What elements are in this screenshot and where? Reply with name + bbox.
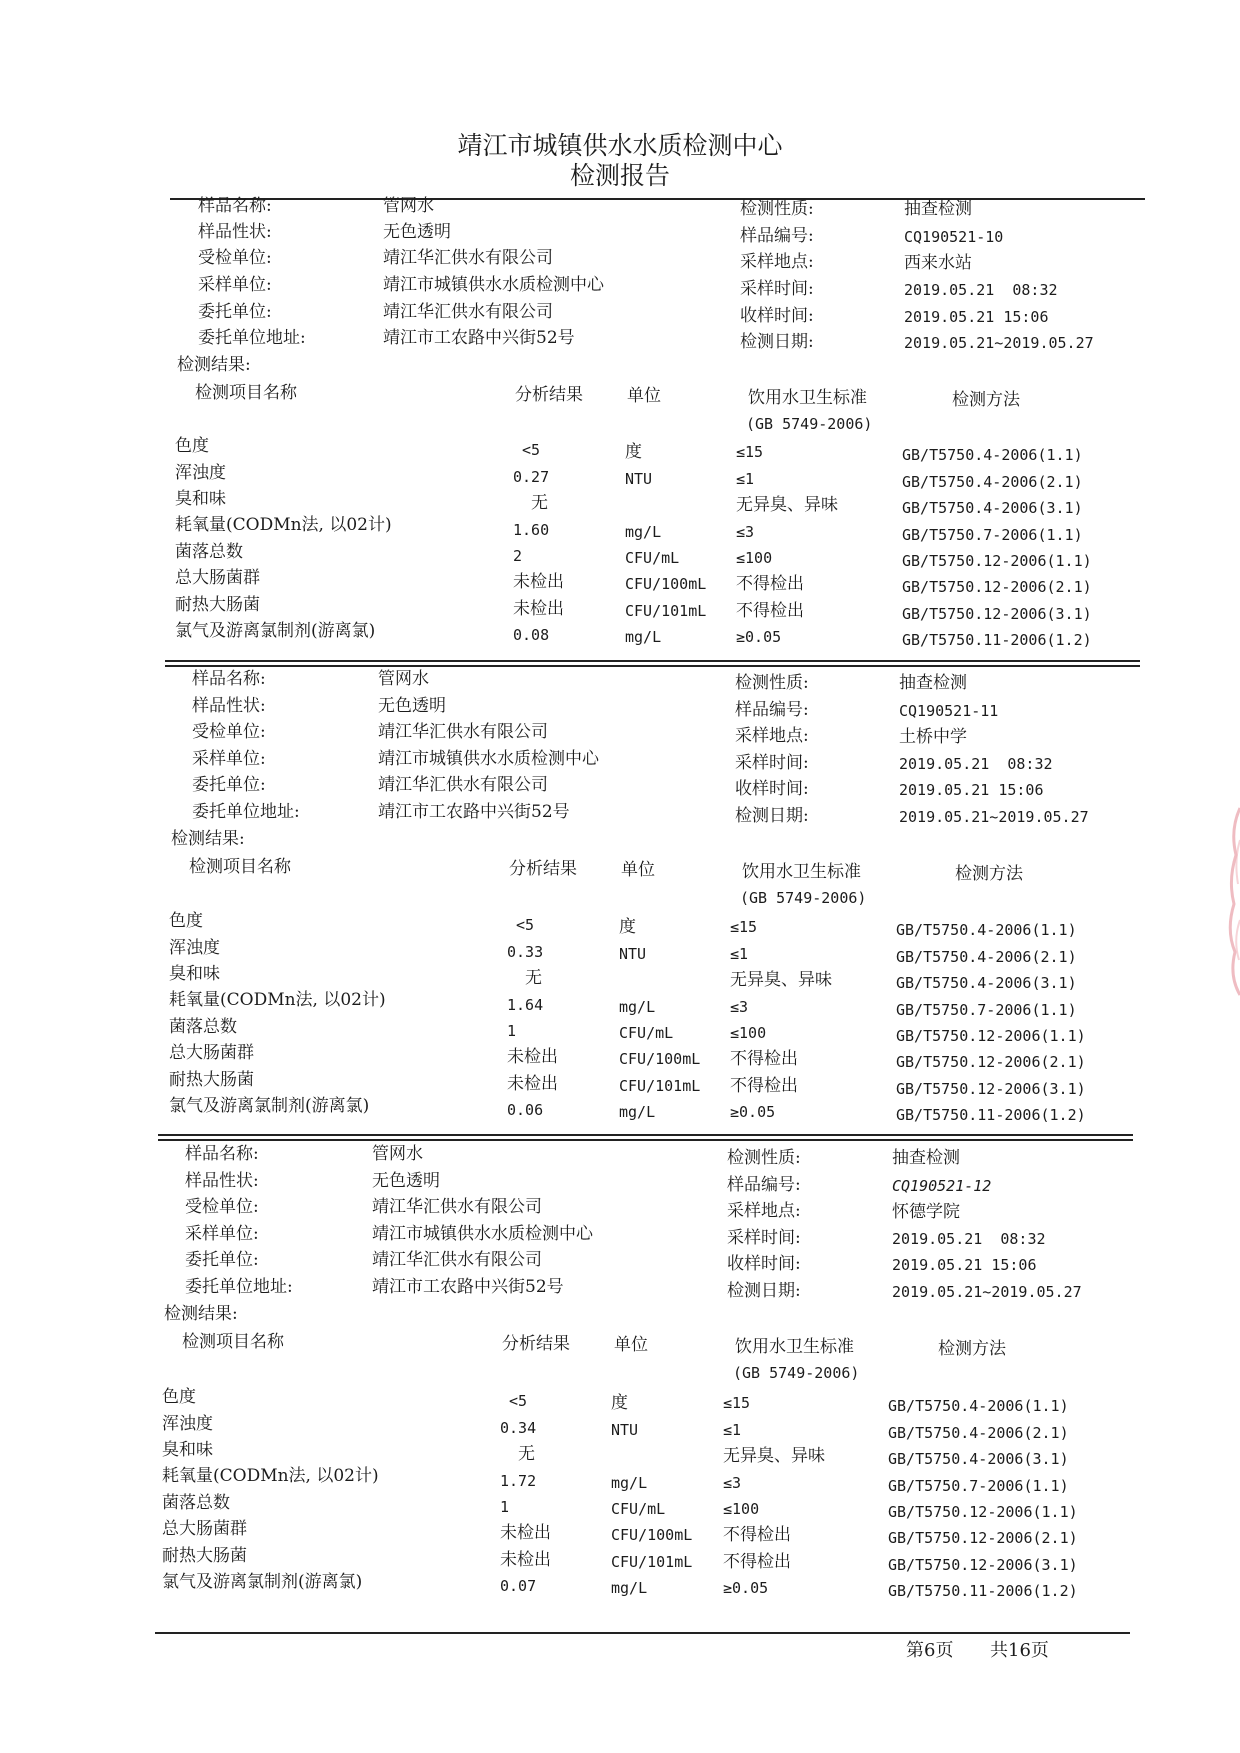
standard-value: ≤3 bbox=[736, 523, 755, 541]
value-client-address: 靖江市工农路中兴街52号 bbox=[383, 328, 575, 348]
item-name: 耗氧量(CODMn法, 以02计) bbox=[175, 515, 392, 535]
result-value: 1.72 bbox=[500, 1472, 537, 1490]
item-name: 耗氧量(CODMn法, 以02计) bbox=[169, 990, 386, 1010]
col-standard-header: 饮用水卫生标准 bbox=[742, 862, 861, 882]
method-value: GB/T5750.4-2006(1.1) bbox=[888, 1397, 1069, 1415]
unit-value: mg/L bbox=[625, 628, 662, 646]
label-sample-no: 样品编号: bbox=[740, 226, 814, 246]
standard-value: 无异臭、异味 bbox=[730, 970, 832, 990]
label-inspected-unit: 受检单位: bbox=[192, 722, 266, 742]
label-client-unit: 委托单位: bbox=[198, 302, 272, 322]
label-sample-no: 样品编号: bbox=[727, 1175, 801, 1195]
label-sampling-unit: 采样单位: bbox=[185, 1224, 259, 1244]
value-sample-no: CQ190521-11 bbox=[899, 702, 999, 720]
label-client-address: 委托单位地址: bbox=[185, 1277, 293, 1297]
col-unit-header: 单位 bbox=[627, 386, 661, 406]
result-value: 未检出 bbox=[500, 1550, 551, 1570]
value-receiving-time: 2019.05.21 15:06 bbox=[899, 781, 1044, 799]
item-name: 耗氧量(CODMn法, 以02计) bbox=[162, 1466, 379, 1486]
label-client-address: 委托单位地址: bbox=[192, 802, 300, 822]
standard-value: ≤1 bbox=[736, 470, 755, 488]
label-results: 检测结果: bbox=[171, 829, 245, 849]
result-value: 未检出 bbox=[513, 599, 564, 619]
item-name: 浑浊度 bbox=[175, 463, 226, 483]
unit-value: CFU/mL bbox=[611, 1500, 666, 1518]
label-test-date: 检测日期: bbox=[735, 806, 809, 826]
value-test-nature: 抽查检测 bbox=[899, 673, 967, 693]
label-client-unit: 委托单位: bbox=[192, 775, 266, 795]
label-client-unit: 委托单位: bbox=[185, 1250, 259, 1270]
page-number: 第6页 bbox=[906, 1640, 954, 1661]
method-value: GB/T5750.4-2006(1.1) bbox=[902, 446, 1083, 464]
label-client-address: 委托单位地址: bbox=[198, 328, 306, 348]
value-sampling-site: 怀德学院 bbox=[892, 1202, 960, 1222]
value-inspected-unit: 靖江华汇供水有限公司 bbox=[383, 248, 553, 268]
value-receiving-time: 2019.05.21 15:06 bbox=[904, 308, 1049, 326]
block-top-rule bbox=[170, 198, 1145, 200]
label-sampling-unit: 采样单位: bbox=[198, 275, 272, 295]
label-results: 检测结果: bbox=[177, 355, 251, 375]
standard-value: ≤3 bbox=[730, 998, 749, 1016]
unit-value: CFU/101mL bbox=[611, 1553, 693, 1571]
col-unit-header: 单位 bbox=[621, 860, 655, 880]
item-name: 臭和味 bbox=[175, 489, 226, 509]
item-name: 色度 bbox=[169, 911, 203, 931]
col-result-header: 分析结果 bbox=[515, 385, 583, 405]
unit-value: CFU/100mL bbox=[625, 575, 707, 593]
col-standard-ref: (GB 5749-2006) bbox=[746, 415, 873, 433]
value-test-nature: 抽查检测 bbox=[904, 199, 972, 219]
block-top-rule bbox=[158, 1134, 1133, 1136]
label-sampling-time: 采样时间: bbox=[727, 1228, 801, 1248]
method-value: GB/T5750.7-2006(1.1) bbox=[896, 1001, 1077, 1019]
page-total: 共16页 bbox=[990, 1640, 1049, 1661]
col-result-header: 分析结果 bbox=[502, 1334, 570, 1354]
item-name: 耐热大肠菌 bbox=[175, 595, 260, 615]
label-sample-no: 样品编号: bbox=[735, 700, 809, 720]
item-name: 氯气及游离氯制剂(游离氯) bbox=[169, 1096, 370, 1116]
standard-value: 无异臭、异味 bbox=[723, 1446, 825, 1466]
result-value: 1 bbox=[507, 1022, 517, 1040]
label-inspected-unit: 受检单位: bbox=[198, 248, 272, 268]
unit-value: mg/L bbox=[625, 523, 662, 541]
value-sample-name: 管网水 bbox=[383, 196, 434, 216]
unit-value: NTU bbox=[625, 470, 653, 488]
label-sampling-site: 采样地点: bbox=[740, 252, 814, 272]
unit-value: 度 bbox=[611, 1393, 628, 1413]
result-value: <5 bbox=[509, 1392, 528, 1410]
standard-value: ≥0.05 bbox=[736, 628, 782, 646]
label-sample-state: 样品性状: bbox=[198, 222, 272, 242]
value-sampling-unit: 靖江市城镇供水水质检测中心 bbox=[378, 749, 599, 769]
label-sample-name: 样品名称: bbox=[185, 1144, 259, 1164]
value-inspected-unit: 靖江华汇供水有限公司 bbox=[378, 722, 548, 742]
col-result-header: 分析结果 bbox=[509, 859, 577, 879]
col-standard-ref: (GB 5749-2006) bbox=[740, 889, 867, 907]
unit-value: CFU/mL bbox=[619, 1024, 674, 1042]
method-value: GB/T5750.12-2006(2.1) bbox=[888, 1529, 1078, 1547]
label-sampling-time: 采样时间: bbox=[735, 753, 809, 773]
label-sampling-unit: 采样单位: bbox=[192, 749, 266, 769]
standard-value: 不得检出 bbox=[730, 1049, 798, 1069]
result-value: 1.64 bbox=[507, 996, 544, 1014]
label-inspected-unit: 受检单位: bbox=[185, 1197, 259, 1217]
standard-value: 不得检出 bbox=[736, 601, 804, 621]
label-sampling-time: 采样时间: bbox=[740, 279, 814, 299]
result-value: 0.27 bbox=[513, 468, 550, 486]
result-value: 1.60 bbox=[513, 521, 550, 539]
value-sample-state: 无色透明 bbox=[372, 1171, 440, 1191]
item-name: 菌落总数 bbox=[162, 1493, 230, 1513]
item-name: 浑浊度 bbox=[169, 938, 220, 958]
block-top-rule bbox=[165, 665, 1140, 667]
result-value: 未检出 bbox=[500, 1523, 551, 1543]
value-sample-no: CQ190521-12 bbox=[892, 1177, 992, 1195]
result-value: 未检出 bbox=[507, 1047, 558, 1067]
result-value: 0.06 bbox=[507, 1101, 544, 1119]
label-test-date: 检测日期: bbox=[727, 1281, 801, 1301]
standard-value: 不得检出 bbox=[723, 1552, 791, 1572]
value-sampling-time: 2019.05.21 08:32 bbox=[892, 1230, 1046, 1248]
unit-value: mg/L bbox=[611, 1474, 648, 1492]
value-test-date: 2019.05.21~2019.05.27 bbox=[904, 334, 1094, 352]
value-sampling-time: 2019.05.21 08:32 bbox=[899, 755, 1053, 773]
col-standard-header: 饮用水卫生标准 bbox=[748, 388, 867, 408]
label-sample-state: 样品性状: bbox=[192, 696, 266, 716]
value-sample-state: 无色透明 bbox=[378, 696, 446, 716]
item-name: 耐热大肠菌 bbox=[162, 1546, 247, 1566]
method-value: GB/T5750.4-2006(2.1) bbox=[896, 948, 1077, 966]
value-client-address: 靖江市工农路中兴街52号 bbox=[378, 802, 570, 822]
method-value: GB/T5750.12-2006(3.1) bbox=[888, 1556, 1078, 1574]
method-value: GB/T5750.4-2006(3.1) bbox=[896, 974, 1077, 992]
value-inspected-unit: 靖江华汇供水有限公司 bbox=[372, 1197, 542, 1217]
sample-block bbox=[0, 196, 1240, 676]
method-value: GB/T5750.4-2006(2.1) bbox=[888, 1424, 1069, 1442]
standard-value: ≤100 bbox=[723, 1500, 760, 1518]
value-sample-no: CQ190521-10 bbox=[904, 228, 1004, 246]
method-value: GB/T5750.12-2006(1.1) bbox=[888, 1503, 1078, 1521]
label-test-nature: 检测性质: bbox=[735, 673, 809, 693]
value-sampling-site: 土桥中学 bbox=[899, 727, 967, 747]
method-value: GB/T5750.12-2006(2.1) bbox=[902, 578, 1092, 596]
label-test-nature: 检测性质: bbox=[727, 1148, 801, 1168]
label-results: 检测结果: bbox=[164, 1304, 238, 1324]
unit-value: mg/L bbox=[619, 1103, 656, 1121]
standard-value: 不得检出 bbox=[723, 1525, 791, 1545]
unit-value: CFU/100mL bbox=[619, 1050, 701, 1068]
value-client-unit: 靖江华汇供水有限公司 bbox=[378, 775, 548, 795]
label-sample-state: 样品性状: bbox=[185, 1171, 259, 1191]
value-client-unit: 靖江华汇供水有限公司 bbox=[383, 302, 553, 322]
value-sample-name: 管网水 bbox=[372, 1144, 423, 1164]
col-item-header: 检测项目名称 bbox=[189, 857, 291, 877]
item-name: 臭和味 bbox=[162, 1440, 213, 1460]
standard-value: 不得检出 bbox=[730, 1076, 798, 1096]
col-method-header: 检测方法 bbox=[952, 390, 1020, 410]
method-value: GB/T5750.11-2006(1.2) bbox=[902, 631, 1092, 649]
label-receiving-time: 收样时间: bbox=[735, 779, 809, 799]
standard-value: 无异臭、异味 bbox=[736, 495, 838, 515]
label-test-nature: 检测性质: bbox=[740, 199, 814, 219]
sample-block bbox=[0, 663, 1240, 1143]
standard-value: ≤15 bbox=[730, 918, 758, 936]
item-name: 菌落总数 bbox=[175, 542, 243, 562]
unit-value: CFU/mL bbox=[625, 549, 680, 567]
report-subtitle: 检测报告 bbox=[569, 161, 670, 190]
standard-value: ≥0.05 bbox=[730, 1103, 776, 1121]
item-name: 臭和味 bbox=[169, 964, 220, 984]
col-standard-header: 饮用水卫生标准 bbox=[735, 1337, 854, 1357]
standard-value: 不得检出 bbox=[736, 574, 804, 594]
unit-value: NTU bbox=[611, 1421, 639, 1439]
standard-value: ≥0.05 bbox=[723, 1579, 769, 1597]
standard-value: ≤1 bbox=[730, 945, 749, 963]
label-test-date: 检测日期: bbox=[740, 332, 814, 352]
method-value: GB/T5750.4-2006(3.1) bbox=[902, 499, 1083, 517]
label-sample-name: 样品名称: bbox=[198, 196, 272, 216]
report-title: 靖江市城镇供水水质检测中心 bbox=[457, 131, 783, 160]
result-value: 无 bbox=[531, 493, 548, 513]
method-value: GB/T5750.11-2006(1.2) bbox=[896, 1106, 1086, 1124]
unit-value: 度 bbox=[619, 917, 636, 937]
block-top-rule bbox=[158, 1139, 1133, 1141]
label-sampling-site: 采样地点: bbox=[727, 1201, 801, 1221]
method-value: GB/T5750.12-2006(3.1) bbox=[902, 605, 1092, 623]
item-name: 色度 bbox=[175, 436, 209, 456]
value-sampling-site: 西来水站 bbox=[904, 253, 972, 273]
value-test-date: 2019.05.21~2019.05.27 bbox=[892, 1283, 1082, 1301]
value-sampling-unit: 靖江市城镇供水水质检测中心 bbox=[383, 275, 604, 295]
result-value: 2 bbox=[513, 547, 523, 565]
method-value: GB/T5750.4-2006(3.1) bbox=[888, 1450, 1069, 1468]
result-value: <5 bbox=[516, 916, 535, 934]
item-name: 浑浊度 bbox=[162, 1414, 213, 1434]
item-name: 氯气及游离氯制剂(游离氯) bbox=[175, 621, 376, 641]
label-receiving-time: 收样时间: bbox=[727, 1254, 801, 1274]
standard-value: ≤100 bbox=[736, 549, 773, 567]
item-name: 耐热大肠菌 bbox=[169, 1070, 254, 1090]
unit-value: mg/L bbox=[611, 1579, 648, 1597]
method-value: GB/T5750.12-2006(1.1) bbox=[902, 552, 1092, 570]
col-item-header: 检测项目名称 bbox=[182, 1332, 284, 1352]
method-value: GB/T5750.12-2006(2.1) bbox=[896, 1053, 1086, 1071]
result-value: 无 bbox=[518, 1444, 535, 1464]
unit-value: mg/L bbox=[619, 998, 656, 1016]
result-value: 0.34 bbox=[500, 1419, 537, 1437]
value-sample-name: 管网水 bbox=[378, 669, 429, 689]
unit-value: 度 bbox=[625, 442, 642, 462]
method-value: GB/T5750.4-2006(1.1) bbox=[896, 921, 1077, 939]
col-unit-header: 单位 bbox=[614, 1335, 648, 1355]
value-test-nature: 抽查检测 bbox=[892, 1148, 960, 1168]
standard-value: ≤1 bbox=[723, 1421, 742, 1439]
label-sampling-site: 采样地点: bbox=[735, 726, 809, 746]
label-sample-name: 样品名称: bbox=[192, 669, 266, 689]
result-value: 0.33 bbox=[507, 943, 544, 961]
standard-value: ≤3 bbox=[723, 1474, 742, 1492]
unit-value: NTU bbox=[619, 945, 647, 963]
item-name: 菌落总数 bbox=[169, 1017, 237, 1037]
result-value: 无 bbox=[525, 968, 542, 988]
result-value: 0.07 bbox=[500, 1577, 537, 1595]
value-receiving-time: 2019.05.21 15:06 bbox=[892, 1256, 1037, 1274]
seal-edge-stamp bbox=[1214, 800, 1240, 1000]
method-value: GB/T5750.11-2006(1.2) bbox=[888, 1582, 1078, 1600]
method-value: GB/T5750.4-2006(2.1) bbox=[902, 473, 1083, 491]
result-value: 未检出 bbox=[513, 572, 564, 592]
method-value: GB/T5750.12-2006(3.1) bbox=[896, 1080, 1086, 1098]
value-test-date: 2019.05.21~2019.05.27 bbox=[899, 808, 1089, 826]
value-client-address: 靖江市工农路中兴街52号 bbox=[372, 1277, 564, 1297]
item-name: 总大肠菌群 bbox=[169, 1043, 254, 1063]
standard-value: ≤15 bbox=[736, 443, 764, 461]
unit-value: CFU/100mL bbox=[611, 1526, 693, 1544]
value-sample-state: 无色透明 bbox=[383, 222, 451, 242]
result-value: 0.08 bbox=[513, 626, 550, 644]
item-name: 总大肠菌群 bbox=[162, 1519, 247, 1539]
col-method-header: 检测方法 bbox=[955, 864, 1023, 884]
result-value: 1 bbox=[500, 1498, 510, 1516]
sample-block bbox=[0, 1137, 1240, 1617]
unit-value: CFU/101mL bbox=[619, 1077, 701, 1095]
result-value: 未检出 bbox=[507, 1074, 558, 1094]
value-sampling-time: 2019.05.21 08:32 bbox=[904, 281, 1058, 299]
standard-value: ≤100 bbox=[730, 1024, 767, 1042]
standard-value: ≤15 bbox=[723, 1394, 751, 1412]
value-sampling-unit: 靖江市城镇供水水质检测中心 bbox=[372, 1224, 593, 1244]
unit-value: CFU/101mL bbox=[625, 602, 707, 620]
item-name: 色度 bbox=[162, 1387, 196, 1407]
item-name: 氯气及游离氯制剂(游离氯) bbox=[162, 1572, 363, 1592]
col-method-header: 检测方法 bbox=[938, 1339, 1006, 1359]
col-item-header: 检测项目名称 bbox=[195, 383, 297, 403]
item-name: 总大肠菌群 bbox=[175, 568, 260, 588]
method-value: GB/T5750.12-2006(1.1) bbox=[896, 1027, 1086, 1045]
result-value: <5 bbox=[522, 441, 541, 459]
label-receiving-time: 收样时间: bbox=[740, 306, 814, 326]
value-client-unit: 靖江华汇供水有限公司 bbox=[372, 1250, 542, 1270]
col-standard-ref: (GB 5749-2006) bbox=[733, 1364, 860, 1382]
method-value: GB/T5750.7-2006(1.1) bbox=[888, 1477, 1069, 1495]
method-value: GB/T5750.7-2006(1.1) bbox=[902, 526, 1083, 544]
footer-rule bbox=[155, 1632, 1130, 1634]
block-top-rule bbox=[165, 660, 1140, 662]
